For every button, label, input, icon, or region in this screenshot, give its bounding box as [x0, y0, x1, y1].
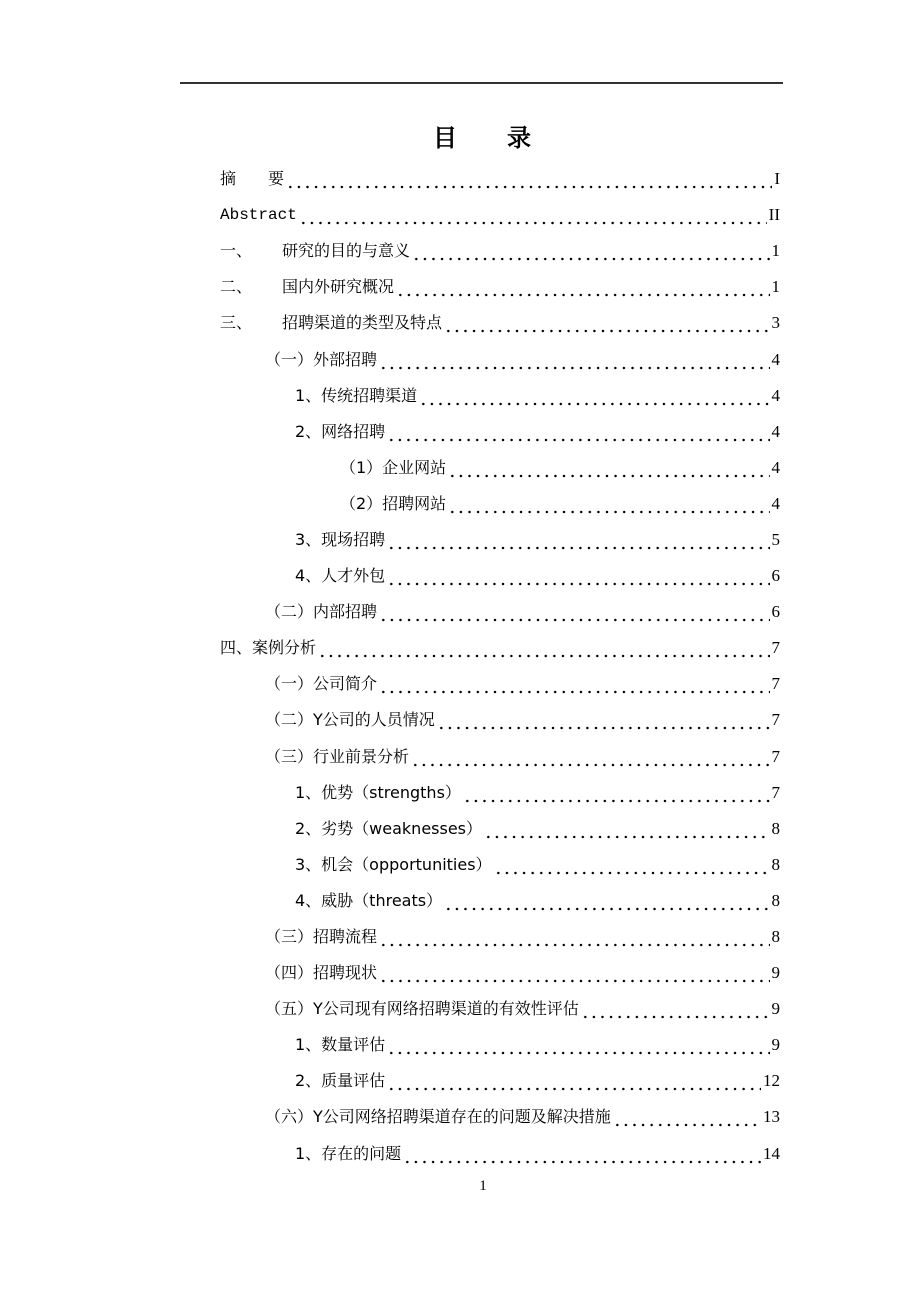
toc-entry[interactable] — [220, 378, 780, 414]
toc-entry-label: Abstract — [220, 206, 297, 225]
toc-entry[interactable] — [220, 414, 780, 450]
toc-entry-label: （三）行业前景分析 — [265, 746, 410, 766]
toc-entry[interactable] — [220, 1136, 780, 1172]
toc-entry[interactable] — [220, 486, 780, 522]
toc-entry[interactable] — [220, 522, 780, 558]
toc-entry-label: （三）招聘流程 — [265, 927, 378, 947]
toc-entry-label: 2、质量评估 — [295, 1071, 386, 1091]
dot-leader — [419, 378, 769, 414]
dot-leader — [411, 739, 769, 775]
dot-leader — [494, 847, 770, 883]
toc-entry-page: II — [768, 205, 780, 225]
toc-entry-label: （一）外部招聘 — [265, 349, 378, 369]
dot-leader — [403, 1136, 761, 1172]
dot-leader — [463, 775, 770, 811]
dot-leader — [396, 269, 769, 305]
toc-entry[interactable] — [220, 197, 780, 233]
toc-entry-page: 4 — [771, 493, 780, 513]
dot-leader — [387, 522, 769, 558]
toc-entry-page: 7 — [771, 782, 780, 802]
dot-leader — [387, 1027, 769, 1063]
toc-entry[interactable] — [220, 630, 780, 666]
toc-entry-number: 一、 — [220, 241, 253, 261]
toc-entry[interactable] — [220, 450, 780, 486]
toc-entry-page: 13 — [763, 1107, 780, 1127]
toc-entry-page: 9 — [771, 1035, 780, 1055]
toc-entry-page: 8 — [771, 818, 780, 838]
table-of-contents — [220, 161, 780, 1172]
toc-entry-page: 3 — [771, 313, 780, 333]
toc-entry-label: 4、威胁（threats） — [295, 890, 443, 910]
toc-entry-page: 6 — [771, 602, 780, 622]
toc-entry[interactable] — [220, 161, 780, 197]
dot-leader — [379, 666, 769, 702]
dot-leader — [299, 197, 767, 233]
toc-entry[interactable] — [220, 594, 780, 630]
toc-entry[interactable] — [220, 847, 780, 883]
toc-entry-label: （五）Y公司现有网络招聘渠道的有效性评估 — [265, 999, 579, 1019]
dot-leader — [613, 1099, 761, 1135]
dot-leader — [448, 486, 769, 522]
toc-entry-page: 7 — [771, 710, 780, 730]
toc-entry[interactable] — [220, 955, 780, 991]
toc-entry-label: 4、人才外包 — [295, 566, 386, 586]
toc-entry-label: 研究的目的与意义 — [282, 241, 411, 261]
dot-leader — [379, 342, 769, 378]
dot-leader — [412, 233, 769, 269]
toc-entry-number: 三、 — [220, 313, 253, 333]
toc-entry-page: 1 — [771, 277, 780, 297]
toc-entry[interactable] — [220, 739, 780, 775]
toc-entry[interactable] — [220, 1099, 780, 1135]
toc-entry[interactable] — [220, 811, 780, 847]
toc-entry-label: （1）企业网站 — [340, 457, 447, 477]
toc-entry-label: 1、优势（strengths） — [295, 782, 461, 802]
dot-leader — [379, 594, 769, 630]
toc-title-char: 目 — [433, 124, 459, 152]
dot-leader — [448, 450, 769, 486]
toc-entry-label: （六）Y公司网络招聘渠道存在的问题及解决措施 — [265, 1107, 611, 1127]
toc-entry-label: 2、劣势（weaknesses） — [295, 818, 483, 838]
dot-leader — [379, 955, 769, 991]
dot-leader — [437, 702, 770, 738]
toc-title-char: 录 — [507, 124, 533, 152]
dot-leader — [318, 630, 769, 666]
toc-entry-label: （四）招聘现状 — [265, 963, 378, 983]
dot-leader — [581, 991, 770, 1027]
toc-entry[interactable] — [220, 702, 780, 738]
toc-entry[interactable] — [220, 558, 780, 594]
toc-entry-page: 1 — [771, 241, 780, 261]
toc-entry-page: 8 — [771, 927, 780, 947]
toc-entry[interactable] — [220, 305, 780, 341]
toc-title — [0, 118, 920, 153]
toc-entry-page: 9 — [771, 999, 780, 1019]
toc-entry-label: 3、现场招聘 — [295, 529, 386, 549]
toc-entry-page: 9 — [771, 963, 780, 983]
toc-entry[interactable] — [220, 775, 780, 811]
toc-entry-page: 7 — [771, 638, 780, 658]
toc-entry-number: 二、 — [220, 277, 253, 297]
toc-entry[interactable] — [220, 919, 780, 955]
toc-entry-label: 1、存在的问题 — [295, 1143, 402, 1163]
dot-leader — [286, 161, 772, 197]
toc-entry[interactable] — [220, 269, 780, 305]
toc-entry[interactable] — [220, 233, 780, 269]
toc-entry-page: 4 — [771, 349, 780, 369]
toc-entry[interactable] — [220, 666, 780, 702]
toc-entry-page: 4 — [771, 421, 780, 441]
toc-entry[interactable] — [220, 341, 780, 377]
dot-leader — [387, 1063, 761, 1099]
toc-entry-label: 摘 要 — [220, 169, 285, 189]
toc-entry-label: 招聘渠道的类型及特点 — [282, 313, 443, 333]
toc-entry[interactable] — [220, 883, 780, 919]
toc-entry-label: 国内外研究概况 — [282, 277, 395, 297]
toc-entry[interactable] — [220, 991, 780, 1027]
toc-entry-page: 6 — [771, 566, 780, 586]
toc-entry-label: 1、数量评估 — [295, 1035, 386, 1055]
toc-entry-page: 12 — [763, 1071, 780, 1091]
page-number: 1 — [479, 1178, 487, 1194]
dot-leader — [387, 558, 769, 594]
toc-entry-label: 1、传统招聘渠道 — [295, 385, 418, 405]
dot-leader — [444, 883, 769, 919]
dot-leader — [387, 414, 769, 450]
dot-leader — [484, 811, 769, 847]
toc-entry-page: 8 — [771, 854, 780, 874]
toc-entry-label: 3、机会（opportunities） — [295, 854, 492, 874]
toc-entry-label: 2、网络招聘 — [295, 421, 386, 441]
toc-entry[interactable] — [220, 1063, 780, 1099]
toc-entry-page: 14 — [763, 1143, 780, 1163]
header-rule — [180, 82, 783, 84]
toc-entry-page: 5 — [771, 529, 780, 549]
toc-entry-page: 7 — [771, 674, 780, 694]
toc-entry-label: （2）招聘网站 — [340, 493, 447, 513]
toc-entry-page: 7 — [771, 746, 780, 766]
toc-entry-page: I — [774, 169, 780, 189]
toc-entry-label: （二）Y公司的人员情况 — [265, 710, 435, 730]
toc-entry-label: 四、案例分析 — [220, 638, 317, 658]
toc-entry-page: 4 — [771, 385, 780, 405]
toc-entry[interactable] — [220, 1027, 780, 1063]
toc-entry-page: 8 — [771, 890, 780, 910]
toc-entry-page: 4 — [771, 457, 780, 477]
dot-leader — [379, 919, 769, 955]
toc-entry-label: （一）公司简介 — [265, 674, 378, 694]
dot-leader — [444, 305, 769, 341]
toc-entry-label: （二）内部招聘 — [265, 602, 378, 622]
